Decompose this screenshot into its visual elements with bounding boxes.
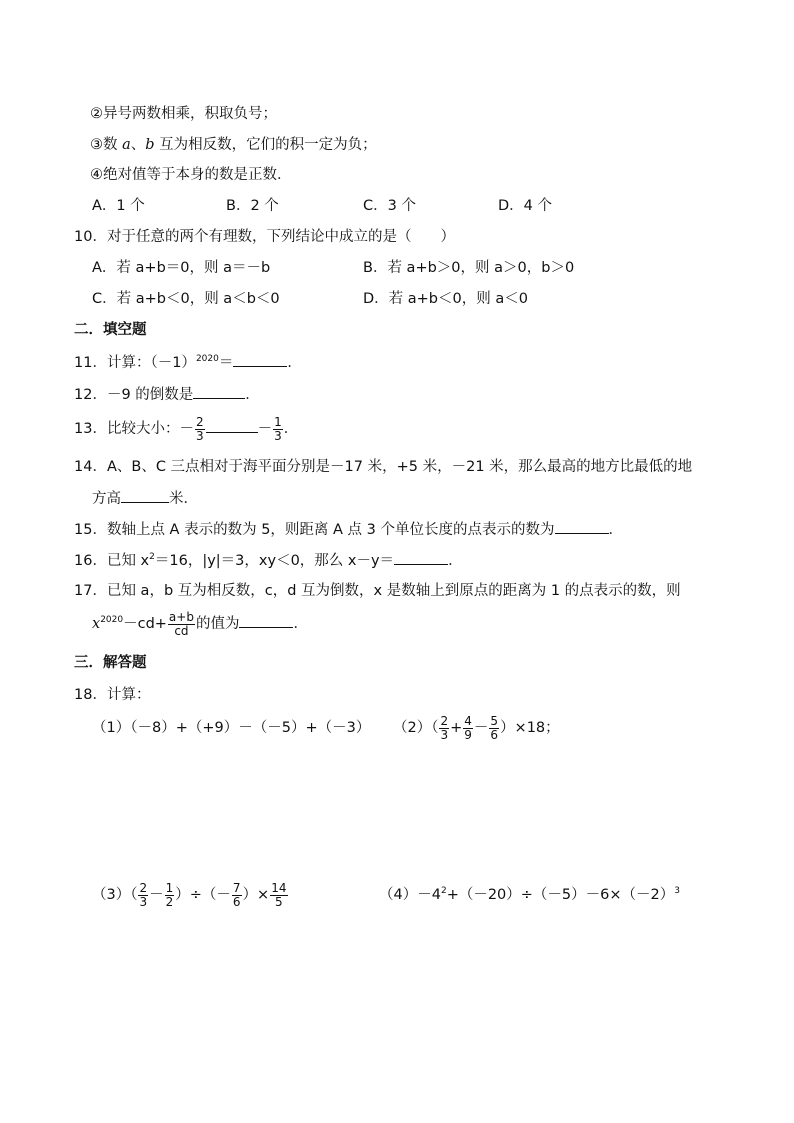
q9-option-b: B．2 个 — [226, 198, 279, 214]
q17-line2: $x^{2020}-cd+$ $\frac{a+b}{cd}$ 的值为 ． — [92, 609, 308, 638]
q18-part3: （3）（ $\frac{2}{3}$ － $\frac{1}{2}$ ）÷（－ $\frac{7}{6}$ ）× $\frac{14}{5}$ — [92, 880, 287, 909]
q18-part2: （2）（ $\frac{2}{3}$ + $\frac{4}{9}$ － $\frac{5}{6}$ ）×18； — [393, 713, 560, 742]
q15: 15．数轴上点 A 表示的数为 5，则距离 A 点 3 个单位长度的点表示的数为 ． — [74, 519, 623, 540]
section-fill-in-heading: 二．填空题 — [74, 322, 147, 338]
q14-line1: 14．A、B、C 三点相对于海平面分别是－17 米，+5 米，－21 米，那么最高的地方比最低的地 — [74, 459, 693, 475]
answer-blank — [233, 352, 287, 367]
q12: 12．－9 的倒数是 ． — [74, 384, 260, 405]
q13: 13．比较大小：－ $\frac{2}{3}$ － $\frac{1}{3}$ ． — [74, 414, 299, 443]
answer-blank — [394, 550, 448, 565]
q18-stem: 18．计算： — [74, 687, 151, 703]
section-solve-heading: 三．解答题 — [74, 655, 147, 671]
answer-blank — [555, 519, 609, 534]
statement-2: ②异号两数相乘，积取负号； — [90, 106, 277, 122]
q9-option-d: D．4 个 — [498, 198, 552, 214]
q18-part4: $(4)-4^2+(-20)\div(-5)-6\times(-2)^3$ — [379, 886, 680, 903]
statement-4: ④绝对值等于本身的数是正数． — [90, 167, 292, 183]
answer-blank — [239, 613, 293, 628]
q10-stem: 10．对于任意的两个有理数，下列结论中成立的是（ ） — [74, 229, 455, 245]
q9-option-c: C．3 个 — [363, 198, 416, 214]
answer-blank — [193, 384, 245, 399]
answer-blank — [121, 488, 169, 503]
q10-option-b: B．若 a+b＞0，则 a＞0，b＞0 — [363, 260, 575, 276]
q16: 16．已知 $x^2=16$，|y|＝3，xy＜0，那么 x－y＝ ． — [74, 550, 463, 571]
q18-part1: （1）（－8）+（+9）－（－5）+（－3） — [92, 720, 371, 736]
q14-line2: 方高 米． — [92, 488, 198, 509]
answer-blank — [206, 418, 258, 433]
q10-option-a: A．若 a+b＝0，则 a＝－b — [92, 260, 271, 276]
q9-option-a: A．1 个 — [92, 198, 145, 214]
q17-line1: 17．已知 a，b 互为相反数，c，d 互为倒数，x 是数轴上到原点的距离为 1 的点表示的数，则 — [74, 583, 681, 599]
q10-option-d: D．若 a+b＜0，则 a＜0 — [363, 291, 528, 307]
q10-option-c: C．若 a+b＜0，则 a＜b＜0 — [92, 291, 280, 307]
q11: 11．计算：$(-1)^{2020}=$ ． — [74, 352, 302, 373]
statement-3: ③数 a、b 互为相反数，它们的积一定为负； — [90, 137, 377, 153]
